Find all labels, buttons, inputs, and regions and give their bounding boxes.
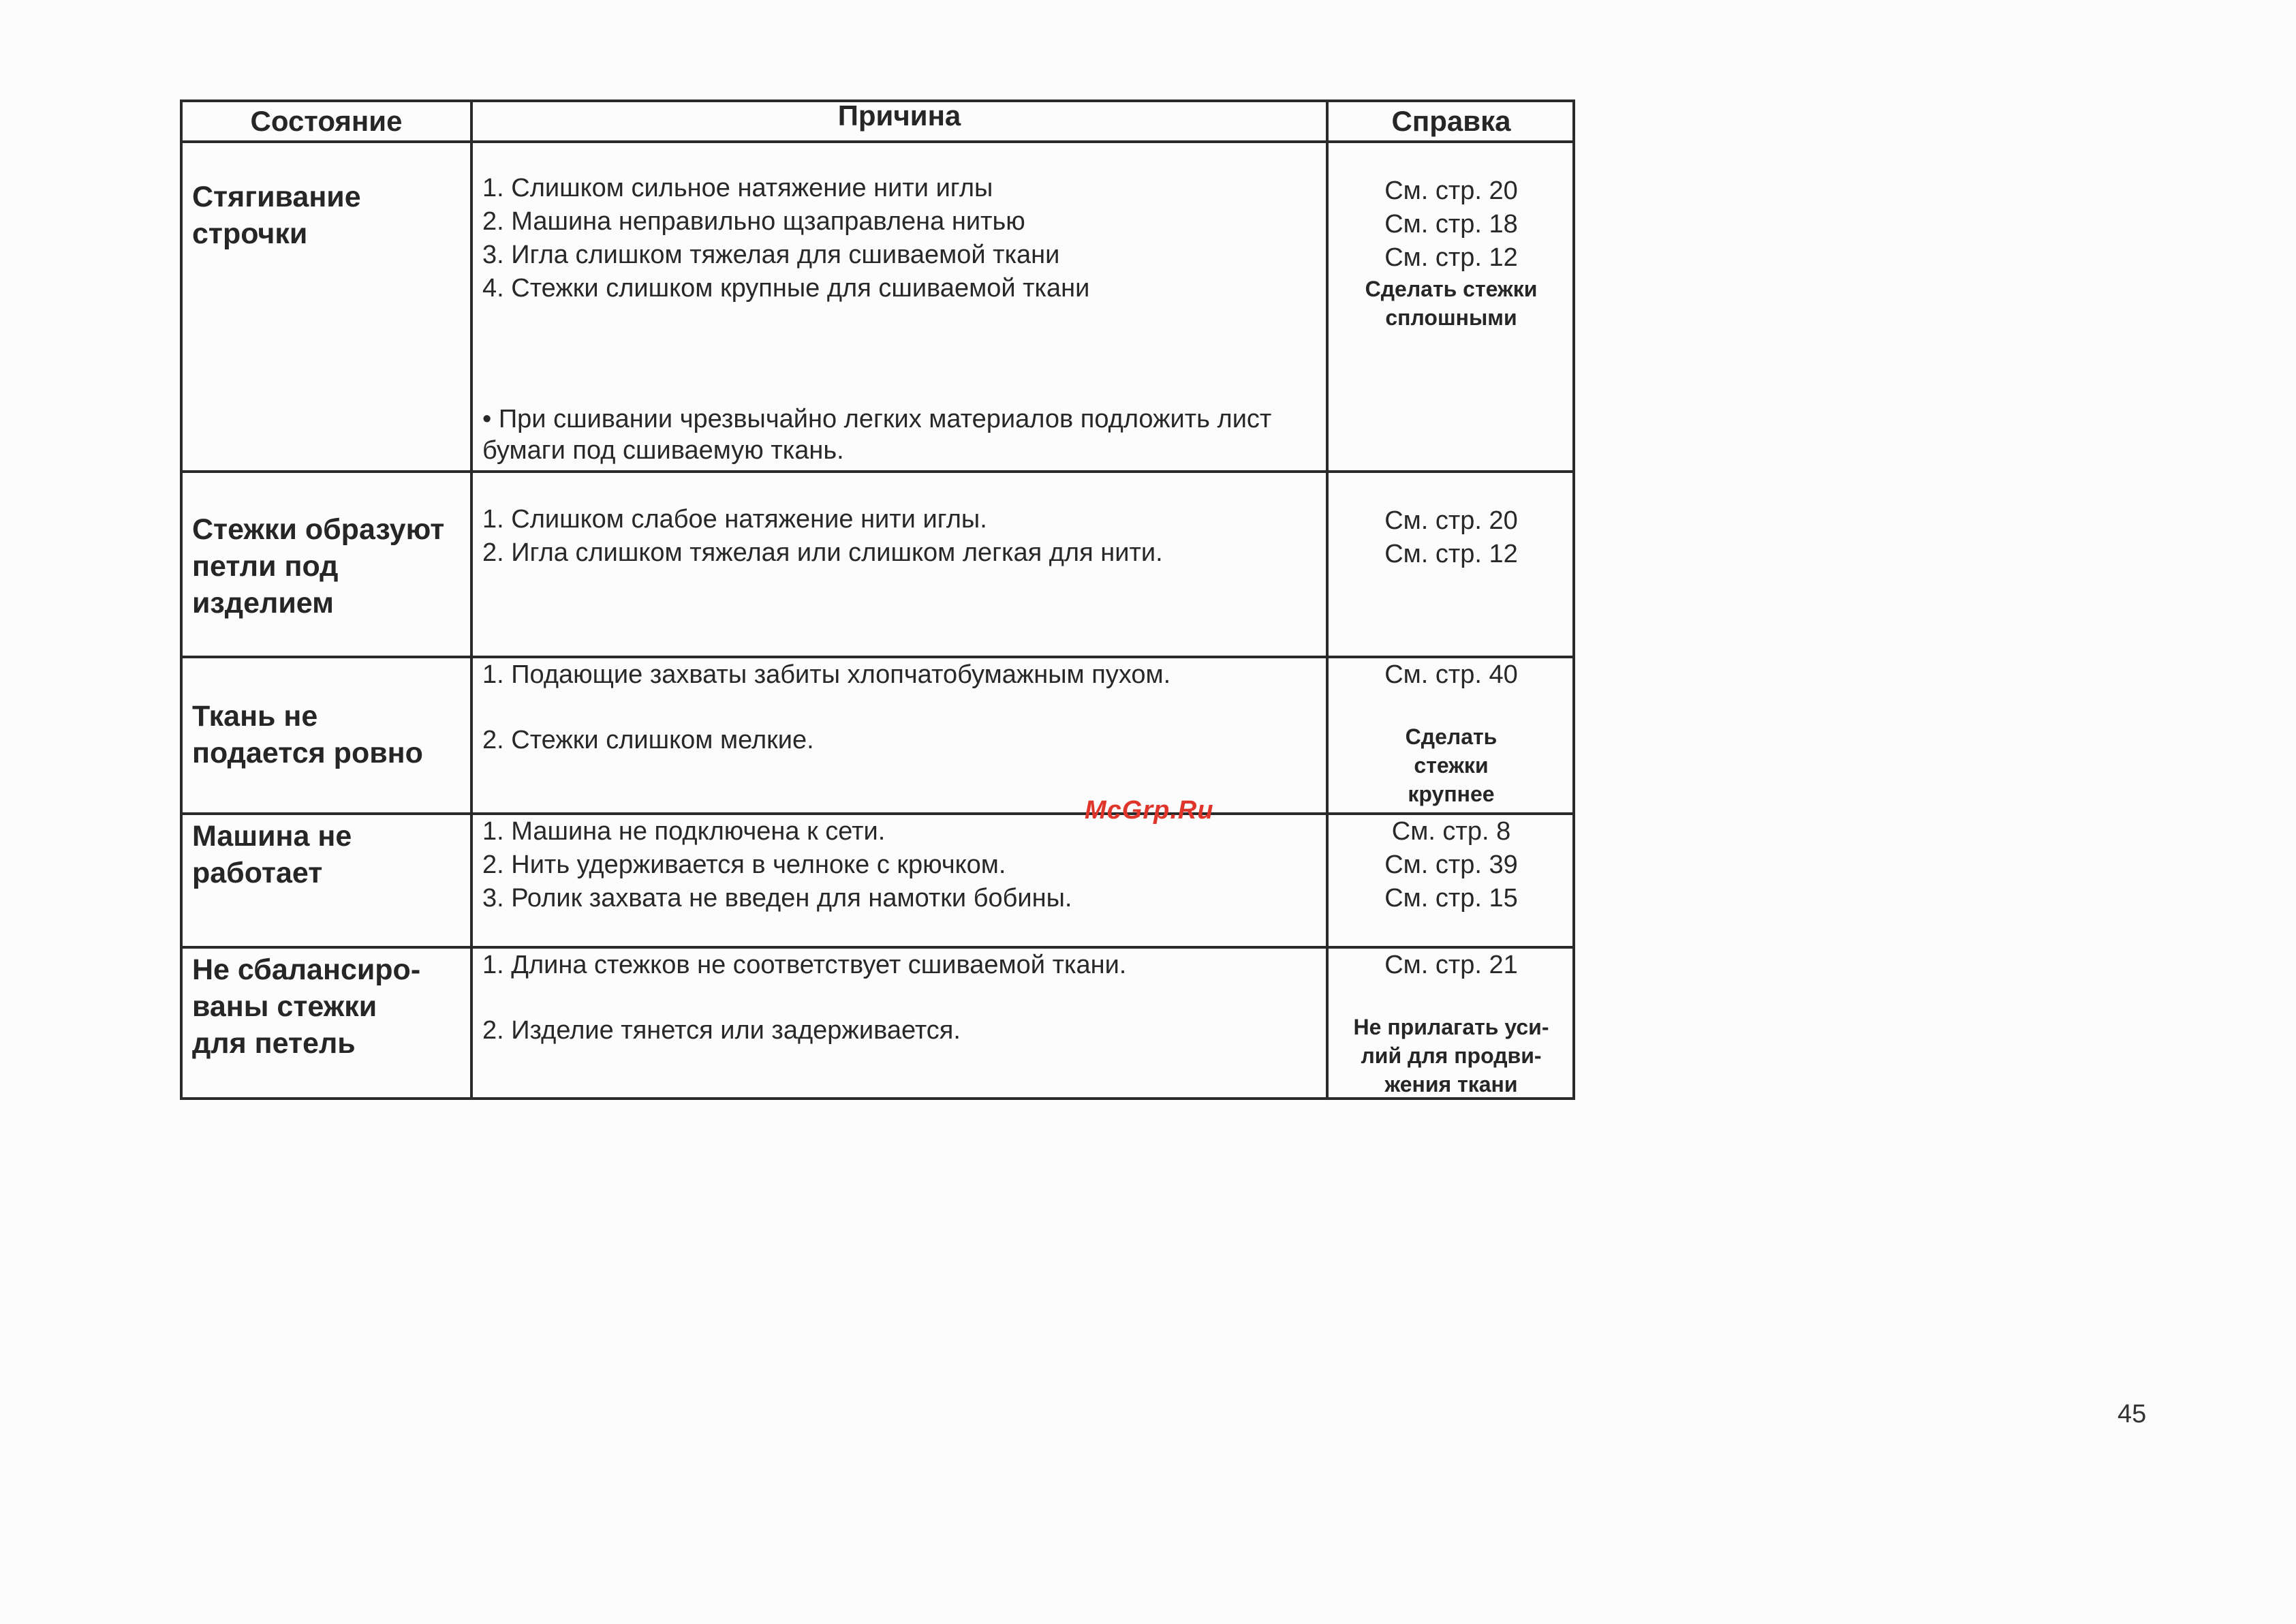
page-reference: См. стр. 15 xyxy=(1384,884,1518,913)
page-reference: См. стр. 20 xyxy=(1384,506,1518,535)
row-divider xyxy=(180,470,1575,473)
cause-item: 4. Стежки слишком крупные для сшиваемой ткани xyxy=(482,274,1090,303)
row-3-ref-note xyxy=(1329,722,1574,808)
watermark-logo: McGrp.Ru xyxy=(1085,796,1214,825)
page-reference: См. стр. 20 xyxy=(1384,177,1518,205)
page-reference: См. стр. 12 xyxy=(1384,540,1518,568)
row-3-cause-2: 2. Стежки слишком мелкие. xyxy=(482,726,814,754)
column-divider xyxy=(470,99,473,1100)
page-reference: См. стр. 18 xyxy=(1384,210,1518,239)
row-5-state: Не сбалансиро-ваны стежки для петель xyxy=(192,953,421,1060)
row-1-refs xyxy=(1329,174,1574,332)
header-state: Состояние xyxy=(250,105,403,137)
row-5-cause-1: 1. Длина стежков не соответствует сшиваемой ткани. xyxy=(482,951,1127,979)
cause-item: 2. Машина неправильно щзаправлена нитью xyxy=(482,207,1025,236)
cause-item: 3. Ролик захвата не введен для намотки бобины. xyxy=(482,884,1072,913)
reference-note: Сделать стежки крупнее xyxy=(1405,724,1498,806)
row-4-refs xyxy=(1329,815,1574,915)
reference-note: Сделать стежки сплошными xyxy=(1365,277,1538,330)
row-5-cause-2: 2. Изделие тянется или задерживается. xyxy=(482,1016,961,1045)
row-3-ref: См. стр. 40 xyxy=(1384,660,1518,689)
page-reference: См. стр. 12 xyxy=(1384,243,1518,272)
cause-item: 3. Игла слишком тяжелая для сшиваемой ткани xyxy=(482,241,1060,269)
row-4-state: Машина не работает xyxy=(192,820,352,889)
row-3-state: Ткань не подается ровно xyxy=(192,700,423,769)
page-reference: См. стр. 39 xyxy=(1384,851,1518,879)
header-cause: Причина xyxy=(837,99,961,132)
reference-note: Не прилагать уси-лий для продви-жения ткани xyxy=(1353,1015,1549,1097)
row-2-causes xyxy=(482,503,1320,570)
header-reference: Справка xyxy=(1391,105,1511,137)
row-1-note: • При сшивании чрезвычайно легких материалов подложить лист бумаги под сшиваемую ткань. xyxy=(482,405,1272,465)
cause-item: 2. Нить удерживается в челноке с крючком. xyxy=(482,851,1006,879)
row-2-refs xyxy=(1329,504,1574,571)
cause-item: 1. Слишком слабое натяжение нити иглы. xyxy=(482,505,987,534)
row-1-state: Стягивание строчки xyxy=(192,181,361,250)
row-5-ref: См. стр. 21 xyxy=(1384,951,1518,979)
row-2-state: Стежки образуют петли под изделием xyxy=(192,513,445,619)
cause-item: 2. Игла слишком тяжелая или слишком легкая для нити. xyxy=(482,538,1163,567)
cause-item: 1. Слишком сильное натяжение нити иглы xyxy=(482,174,993,202)
row-4-causes xyxy=(482,815,1320,915)
header-divider xyxy=(180,140,1575,143)
page-reference: См. стр. 8 xyxy=(1391,817,1511,846)
page-number: 45 xyxy=(2117,1400,2147,1428)
cause-item: 1. Машина не подключена к сети. xyxy=(482,817,886,846)
row-1-causes xyxy=(482,172,1320,305)
row-3-cause-1: 1. Подающие захваты забиты хлопчатобумажным пухом. xyxy=(482,660,1171,689)
row-5-ref-note xyxy=(1329,1013,1574,1099)
